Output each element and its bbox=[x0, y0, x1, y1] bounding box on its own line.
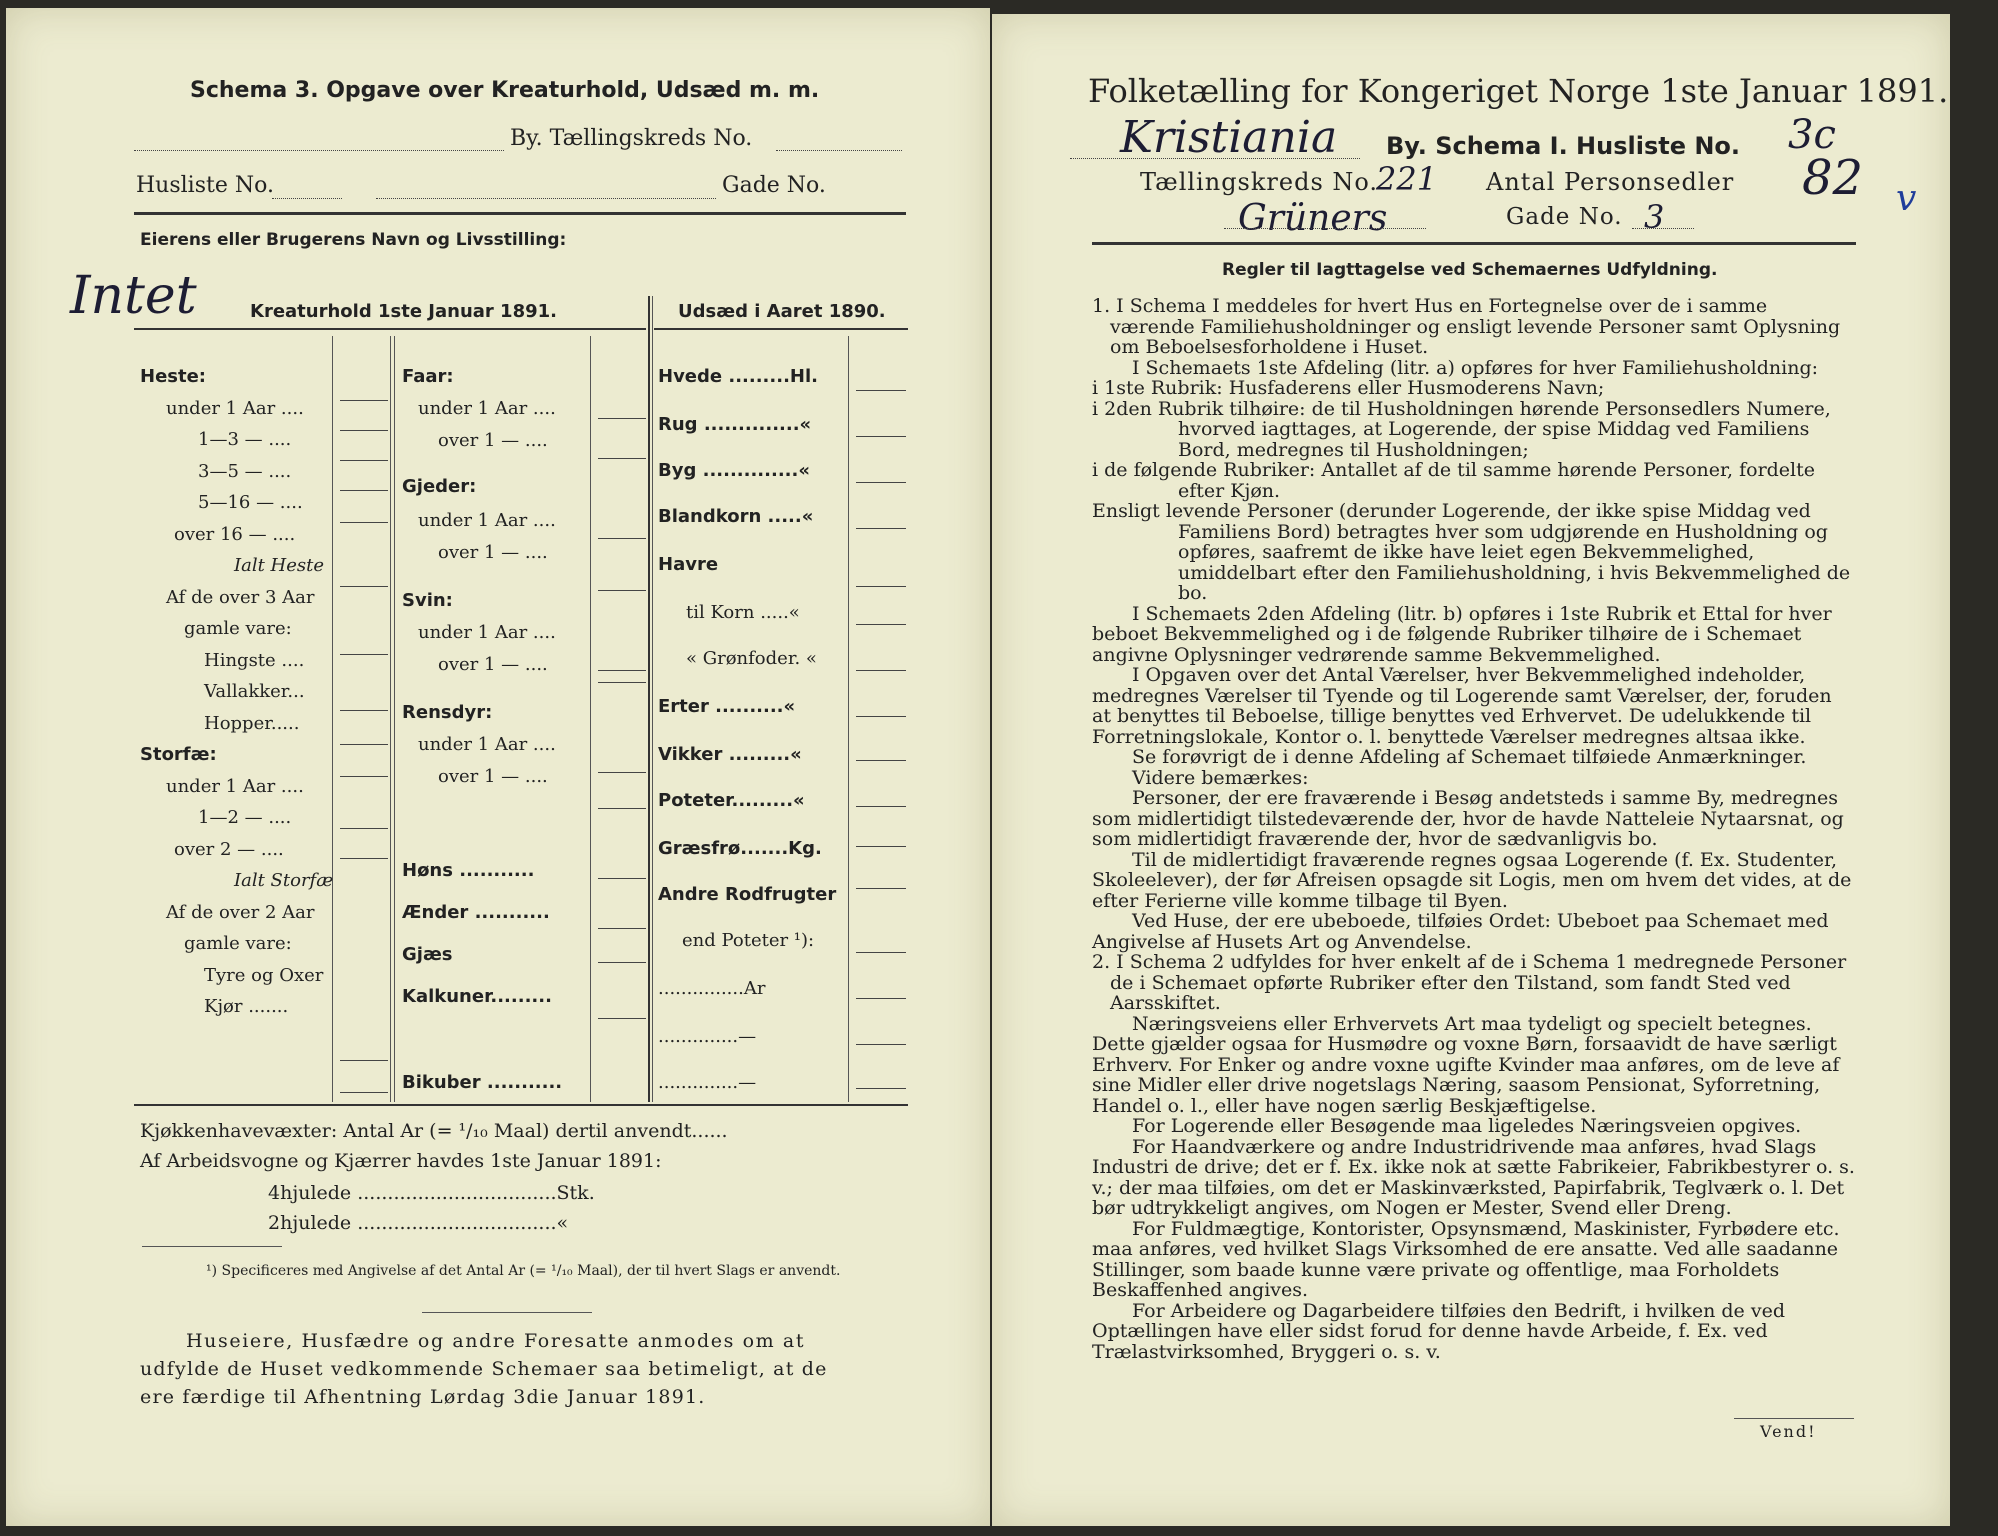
entry-line bbox=[856, 760, 906, 761]
entry-line bbox=[598, 808, 646, 809]
col2-item: over 1 — .... bbox=[438, 654, 548, 675]
rules-title: Regler til Iagttagelse ved Schemaernes Udfyldning. bbox=[1222, 260, 1718, 280]
col1-item: Kjør ....... bbox=[204, 996, 289, 1017]
col1-item: Ialt Storfæ bbox=[234, 870, 334, 891]
col2-item: over 1 — .... bbox=[438, 430, 548, 451]
divider-2 bbox=[390, 336, 391, 1102]
rule-vaerelser: I Opgaven over det Antal Værelser, hver Bekvemmelighed indeholder, medregnes Værelser til Tyende og til Logerende samt Værelser, der, foruden at benyttes til Beboelse, tillige benyttes ved Erhvervet. De udelukkende til Forretningslokale, Kontor o. l. benyttede Værelser medregnes altsaa ikke. bbox=[1092, 664, 1832, 748]
entry-line bbox=[856, 1044, 906, 1045]
husliste-handwritten: 3c bbox=[1788, 112, 1836, 158]
rule-ensligt: Ensligt levende Personer (derunder Logerende, der ikke spise Middag ved Familiens Bord) betragtes hver som udgjørende en Husholdning og opføres, saafremt de ikke have leiet egen Bekvemmelighed, umiddelbart efter den Familiehusholdning, i hvis Bekvemmelighed de bo. bbox=[1092, 500, 1851, 604]
col3-item: « Grønfoder. « bbox=[686, 648, 817, 669]
entry-line bbox=[340, 430, 388, 431]
divider-3 bbox=[394, 336, 395, 1102]
entry-line bbox=[598, 962, 646, 963]
right-page bbox=[992, 14, 1950, 1526]
kreaturhold-heading: Kreaturhold 1ste Januar 1891. bbox=[250, 301, 557, 322]
col1-item: 3—5 — .... bbox=[198, 460, 292, 482]
entry-line bbox=[340, 1092, 388, 1093]
col3-item: Græsfrø.......Kg. bbox=[658, 838, 822, 859]
street-dotline bbox=[1224, 228, 1426, 230]
col1-item: Storfæ: bbox=[140, 744, 217, 765]
col3-item: Poteter.........« bbox=[658, 790, 805, 811]
gade-handwritten: 3 bbox=[1644, 198, 1665, 236]
col2-item: under 1 Aar .... bbox=[418, 398, 556, 419]
entry-line bbox=[598, 418, 646, 419]
kjokken-line: Kjøkkenhavevæxter: Antal Ar (= ¹/₁₀ Maal) dertil anvendt...... bbox=[140, 1120, 728, 1142]
arbeidsvogne-line: Af Arbeidsvogne og Kjærrer havdes 1ste Januar 1891: bbox=[140, 1150, 662, 1172]
col3-item: end Poteter ¹): bbox=[682, 930, 815, 951]
rule-logerende: For Logerende eller Besøgende maa ligeledes Næringsveien opgives. bbox=[1132, 1115, 1802, 1137]
col3-item: Blandkorn .....« bbox=[658, 506, 814, 527]
rule-naeringsvei: Næringsveiens eller Erhvervets Art maa tydeligt og specielt betegnes. Dette gjælder ogsaa for Husmødre og voxne Børn, forsaavidt de have særligt Erhverv. For Enker og andre voxne ugifte Kvinder maa anføres, om de leve af sine Midler eller drive nogetslags Næring, saasom Pensionat, Syforretning, Handel o. l., eller have nogen særlig Beskjæftigelse. bbox=[1092, 1012, 1840, 1117]
entry-line bbox=[856, 586, 906, 587]
divider-7 bbox=[848, 336, 849, 1102]
entry-line bbox=[598, 928, 646, 929]
gade-dotline bbox=[1632, 228, 1694, 230]
entry-line bbox=[856, 390, 906, 391]
entry-line bbox=[340, 586, 388, 587]
col2-item: over 1 — .... bbox=[438, 766, 548, 787]
entry-line bbox=[340, 400, 388, 401]
col1-item: Ialt Heste bbox=[234, 555, 325, 576]
col3-item: Erter ..........« bbox=[658, 696, 796, 717]
col1-item: 5—16 — .... bbox=[198, 492, 303, 513]
closing-rule bbox=[422, 1312, 592, 1313]
col3-item: ...............Ar bbox=[658, 978, 766, 999]
rule-videre: Videre bemærkes: bbox=[1132, 766, 1309, 789]
col1-item: Hingste .... bbox=[204, 649, 305, 671]
col3-item: Andre Rodfrugter bbox=[658, 884, 837, 905]
kreds-dotline bbox=[776, 150, 902, 152]
left-page bbox=[6, 8, 990, 1526]
city-dotline bbox=[1070, 158, 1360, 160]
divider-5 bbox=[648, 296, 650, 1102]
udsaed-rule bbox=[654, 328, 908, 330]
gade-label: Gade No. bbox=[722, 173, 826, 198]
rule-1-rubrik-1: i 1ste Rubrik: Husfaderens eller Husmoderens Navn; bbox=[1092, 377, 1605, 399]
kreaturhold-rule bbox=[134, 328, 646, 330]
gade-dotline bbox=[376, 198, 716, 200]
rule-fuldmaegtige: For Fuldmægtige, Kontorister, Opsynsmænd, Maskinister, Fyrbødere etc. maa anføres, ved hvilket Slags Virksomhed de ere ansatte. Ved alle saadanne Stillinger, som baade kunne være private og offentlige, maa Forholdets Beskaffenhed angives. bbox=[1092, 1217, 1840, 1301]
col2-item: Høns ........... bbox=[402, 860, 535, 881]
schema3-title: Schema 3. Opgave over Kreaturhold, Udsæd m. m. bbox=[190, 78, 820, 103]
handwritten-name: Intet bbox=[70, 266, 197, 326]
rules-body bbox=[1092, 296, 1856, 1362]
entry-line bbox=[340, 710, 388, 711]
gade-no-label: Gade No. bbox=[1506, 204, 1623, 230]
closing-line-1: Huseiere, Husfædre og andre Foresatte anmodes om at bbox=[186, 1330, 806, 1352]
rule-1-rubrik-following: i de følgende Rubriker: Antallet af de til samme hørende Personer, fordelte efter Kjøn. bbox=[1092, 459, 1816, 502]
rule-haandvaerkere: For Haandværkere og andre Industridrivende maa anføres, hvad Slags Industri de drive; det er f. Ex. ikke nok at sætte Fabrikeier, Fabrikbestyrer o. s. v.; der maa tilføies, om det er Maskinværksted, Papirfabrik, Teglværk o. l. Det bør udtrykkeligt angives, om Nogen er Mester, Svend eller Dreng. bbox=[1092, 1135, 1855, 1219]
col1-item: over 16 — .... bbox=[174, 523, 296, 545]
entry-line bbox=[598, 538, 646, 539]
kreds-handwritten: 221 bbox=[1376, 160, 1438, 198]
col3-item: ..............— bbox=[658, 1072, 757, 1093]
entry-line bbox=[340, 490, 388, 491]
col2-item: Bikuber ........... bbox=[402, 1072, 563, 1093]
col2-item: under 1 Aar .... bbox=[418, 510, 556, 531]
entry-line bbox=[856, 624, 906, 625]
entry-line bbox=[856, 952, 906, 953]
footnote: ¹) Specificeres med Angivelse af det Antal Ar (= ¹/₁₀ Maal), der til hvert Slags er anvendt. bbox=[206, 1263, 841, 1279]
col2-item: Gjæs bbox=[402, 944, 453, 965]
rule-ubeboet: Ved Huse, der ere ubeboede, tilføies Ordet: Ubeboet paa Schemaet med Angivelse af Husets Art og Anvendelse. bbox=[1092, 910, 1829, 953]
col2-item: Gjeder: bbox=[402, 476, 477, 497]
col2-item: Kalkuner......... bbox=[402, 986, 552, 1007]
col1-item: gamle vare: bbox=[184, 618, 292, 639]
divider-6 bbox=[652, 296, 653, 1102]
kreds-label: Tællingskreds No. bbox=[1140, 168, 1379, 196]
entry-line bbox=[340, 460, 388, 461]
col3-item: Vikker .........« bbox=[658, 744, 802, 765]
rule-anmaerkninger: Se forøvrigt de i denne Afdeling af Schemaet tilføiede Anmærkninger. bbox=[1132, 746, 1807, 768]
vend-label: Vend! bbox=[1760, 1422, 1817, 1441]
col1-item: under 1 Aar .... bbox=[166, 775, 304, 797]
col2-item: under 1 Aar .... bbox=[418, 622, 556, 643]
entry-line bbox=[856, 846, 906, 847]
col1-item: gamle vare: bbox=[184, 933, 292, 954]
rule-2: 2. I Schema 2 udfyldes for hver enkelt af de i Schema 1 medregnede Personer de i Schemaet opførte Rubriker efter den Tilstand, som fandt Sted ved Aarsskiftet. bbox=[1092, 951, 1847, 1014]
entry-line bbox=[856, 670, 906, 671]
header-rule-right bbox=[1092, 242, 1856, 245]
closing-line-3: ere færdige til Afhentning Lørdag 3die Januar 1891. bbox=[140, 1386, 706, 1408]
divider-1 bbox=[332, 336, 333, 1102]
col1-item: Vallakker... bbox=[204, 681, 305, 702]
city-handwritten: Kristiania bbox=[1120, 112, 1338, 163]
col2-item: Rensdyr: bbox=[402, 702, 493, 723]
entry-line bbox=[598, 878, 646, 879]
hjulede2-line: 2hjulede .................................« bbox=[268, 1212, 569, 1234]
rule-1-rubrik-2: i 2den Rubrik tilhøire: de til Husholdningen hørende Personsedlers Numere, hvorved iagttages, at Logerende, der spise Middag ved Familiens Bord, medregnes til Husholdningen; bbox=[1092, 397, 1831, 461]
divider-4 bbox=[590, 336, 591, 1102]
entry-line bbox=[856, 716, 906, 717]
col3-item: Rug ..............« bbox=[658, 414, 812, 435]
udsaed-heading: Udsæd i Aaret 1890. bbox=[678, 301, 886, 322]
entry-line bbox=[856, 888, 906, 889]
entry-line bbox=[598, 670, 646, 671]
entry-line bbox=[856, 1088, 906, 1089]
eier-label: Eierens eller Brugerens Navn og Livsstilling: bbox=[140, 230, 567, 250]
entry-line bbox=[340, 828, 388, 829]
rule-personer: Personer, der ere fraværende i Besøg andetsteds i samme By, medregnes som midlertidigt tilstedeværende der, hvor de havde Natteleie Nytaarsnat, og som midlertidigt fraværende der, hvor de sædvanligvis bo. bbox=[1092, 787, 1844, 850]
check-mark: v bbox=[1896, 178, 1917, 219]
col1-item: 1—2 — .... bbox=[198, 807, 292, 828]
census-title: Folketælling for Kongeriget Norge 1ste Januar 1891. bbox=[1088, 72, 1949, 110]
entry-line bbox=[856, 806, 906, 807]
entry-line bbox=[598, 772, 646, 773]
entry-line bbox=[856, 482, 906, 483]
vend-rule bbox=[1734, 1418, 1854, 1419]
entry-line bbox=[340, 1060, 388, 1061]
hjulede4-line: 4hjulede .................................Stk. bbox=[268, 1182, 595, 1204]
rule-1: 1. I Schema I meddeles for hvert Hus en Fortegnelse over de i samme værende Familiehusholdninger og ensligt levende Personer samt Oplysning om Beboelsesforholdene i Huset. bbox=[1092, 295, 1841, 358]
husliste-dotline bbox=[272, 198, 342, 200]
col1-item: over 2 — .... bbox=[174, 838, 284, 860]
entry-line bbox=[340, 522, 388, 523]
col1-item: Af de over 3 Aar bbox=[166, 586, 315, 608]
husliste-label: Husliste No. bbox=[136, 173, 274, 198]
col3-item: ..............— bbox=[658, 1026, 757, 1047]
col1-item: Af de over 2 Aar bbox=[166, 901, 315, 923]
rule-fravaerende: Til de midlertidigt fraværende regnes ogsaa Logerende (f. Ex. Studenter, Skoleelever), der før Afreisen opsagde sit Logis, men om hvem det vides, at de efter Ferierne ville komme tilbage til Byen. bbox=[1092, 848, 1852, 912]
col2-item: Faar: bbox=[402, 366, 454, 387]
entry-line bbox=[598, 682, 646, 683]
col2-item: over 1 — .... bbox=[438, 542, 548, 563]
entry-line bbox=[856, 436, 906, 437]
col2-item: under 1 Aar .... bbox=[418, 734, 556, 755]
by-dotline bbox=[134, 150, 504, 152]
col2-item: Svin: bbox=[402, 590, 453, 611]
header-rule bbox=[134, 212, 906, 215]
entry-line bbox=[340, 744, 388, 745]
street-handwritten: Grüners bbox=[1238, 198, 1388, 239]
antal-label: Antal Personsedler bbox=[1486, 168, 1735, 196]
by-label: By. Tællingskreds No. bbox=[510, 126, 753, 151]
entry-line bbox=[340, 858, 388, 859]
footnote-rule bbox=[142, 1246, 282, 1247]
antal-handwritten: 82 bbox=[1802, 150, 1864, 206]
entry-line bbox=[340, 654, 388, 655]
col3-item: Byg ..............« bbox=[658, 460, 810, 481]
col3-item: Havre bbox=[658, 554, 719, 575]
entry-line bbox=[856, 998, 906, 999]
entry-line bbox=[856, 528, 906, 529]
col3-item: til Korn .....« bbox=[686, 602, 800, 623]
col1-item: 1—3 — .... bbox=[198, 429, 292, 450]
entry-line bbox=[340, 776, 388, 777]
rule-1-afdeling: I Schemaets 1ste Afdeling (litr. a) opføres for hver Familiehusholdning: bbox=[1132, 356, 1819, 379]
entry-line bbox=[598, 1018, 646, 1019]
table-bottom-rule bbox=[134, 1104, 908, 1106]
rule-afdeling-2: I Schemaets 2den Afdeling (litr. b) opføres i 1ste Rubrik et Ettal for hver beboet Bekvemmelighed og i de følgende Rubriker tilhøire de i Schemaet angivne Oplysninger vedrørende samme Bekvemmelighed. bbox=[1092, 602, 1832, 666]
col1-item: Heste: bbox=[140, 366, 206, 387]
col1-item: Tyre og Oxer bbox=[204, 964, 324, 986]
col1-item: under 1 Aar .... bbox=[166, 397, 304, 419]
closing-line-2: udfylde de Huset vedkommende Schemaer saa betimeligt, at de bbox=[140, 1358, 828, 1380]
entry-line bbox=[598, 590, 646, 591]
by-schema-label: By. Schema I. Husliste No. bbox=[1386, 132, 1741, 160]
col3-item: Hvede .........Hl. bbox=[658, 366, 818, 387]
entry-line bbox=[598, 458, 646, 459]
col1-item: Hopper..... bbox=[204, 712, 300, 734]
rule-arbeidere: For Arbeidere og Dagarbeidere tilføies den Bedrift, i hvilken de ved Optællingen have eller sidst forud for denne havde Arbeide, f. Ex. ved Trælastvirksomhed, Bryggeri o. s. v. bbox=[1092, 1299, 1785, 1363]
col2-item: Ænder ........... bbox=[402, 902, 550, 923]
